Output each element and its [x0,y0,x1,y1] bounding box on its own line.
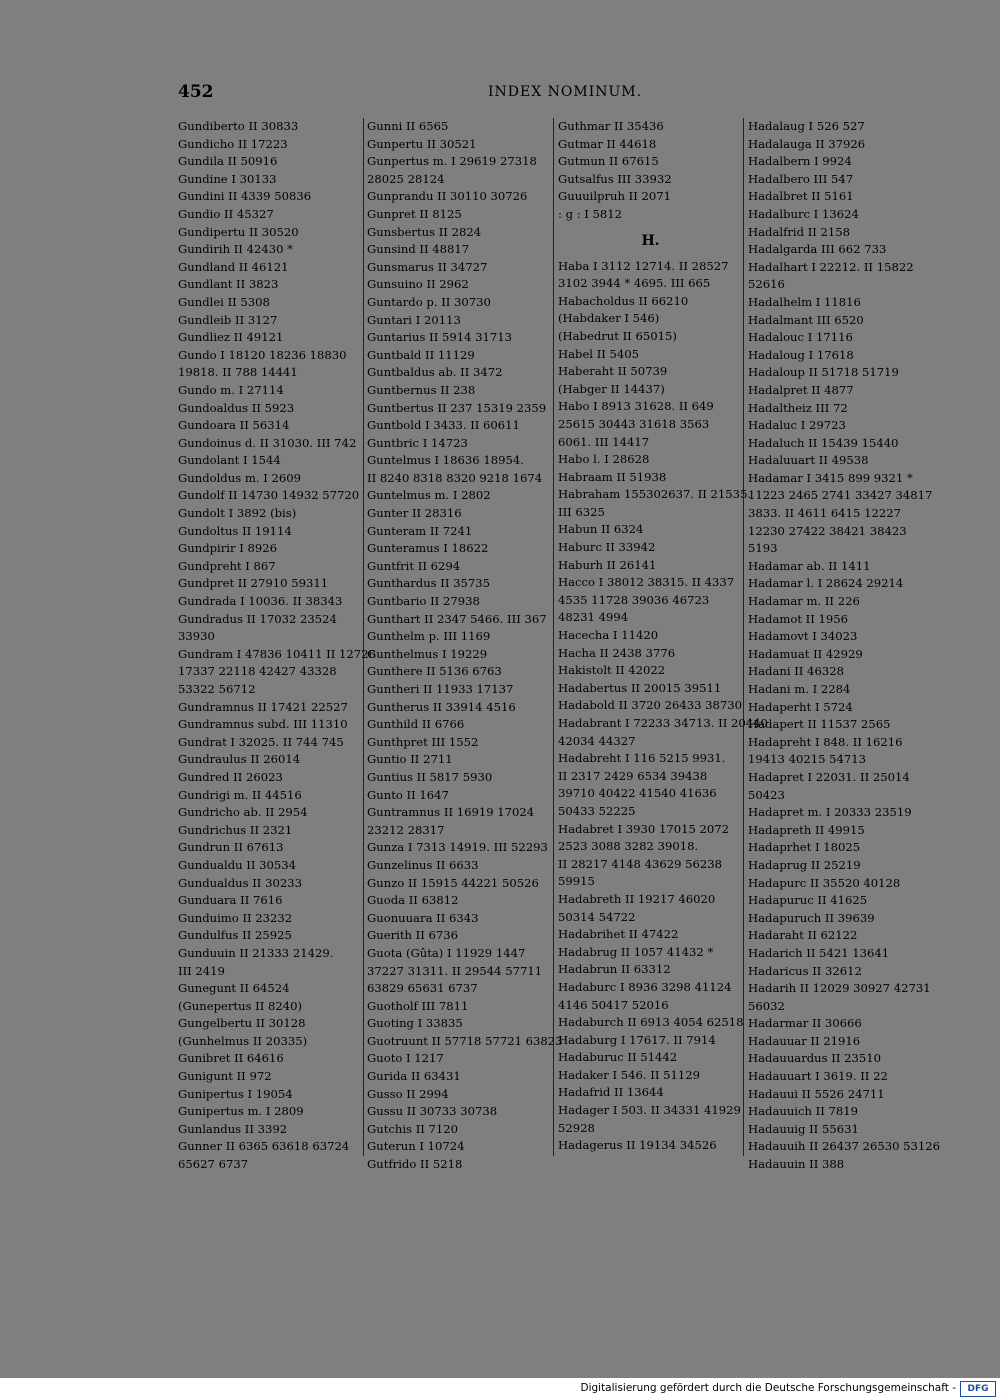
index-entry: Hadapreht I 848. II 16216 [748,734,903,749]
index-entry: Guntbario II 27938 [367,594,480,609]
index-entry: Gunduimo II 23232 [178,910,293,925]
index-entry: Guota (Gûta) I 11929 1447 [367,945,526,960]
index-entry: 37227 31311. II 29544 57711 [367,963,543,978]
index-entry: II 2317 2429 6534 39438 [558,768,708,783]
index-entry: 5193 [748,541,778,556]
index-entry: Hadalauga II 37926 [748,136,866,151]
index-entry: Hadapuruch II 39639 [748,910,875,925]
index-entry: Hadamar l. I 28624 29214 [748,576,904,591]
index-entry: Hadalfrid II 2158 [748,224,851,239]
index-entry: Gunzo II 15915 44221 50526 [367,875,539,890]
index-entry: Gundolf II 14730 14932 57720 [178,488,360,503]
index-entry: Gundpirir I 8926 [178,541,277,556]
index-entry: Gunsbertus II 2824 [367,224,482,239]
index-entry: Gundualdus II 30233 [178,875,302,890]
index-entry: Gunsind II 48817 [367,242,470,257]
index-entry: Hadamuat II 42929 [748,646,863,661]
index-entry: Gunthere II 5136 6763 [367,664,502,679]
index-entry: Gunteramus I 18622 [367,541,489,556]
index-entry: Gunto II 1647 [367,787,449,802]
index-entry: Gundlei II 5308 [178,294,270,309]
index-entry: Gundulfus II 25925 [178,928,292,943]
footer-credit: Digitalisierung gefördert durch die Deutsche Forschungsgemeinschaft - [580,1382,956,1394]
index-entry: Guntbernus II 238 [367,382,476,397]
index-entry: 52928 [558,1120,595,1135]
index-entry: Haburh II 26141 [558,557,657,572]
index-entry: Haba I 3112 12714. II 28527 [558,258,729,273]
index-entry: Gunni II 6565 [367,119,449,133]
index-entry: Hacecha I 11420 [558,628,659,643]
index-entry: Gunsuino II 2962 [367,277,469,292]
index-entry: Gutchis II 7120 [367,1121,459,1136]
index-entry: Guoto I 1217 [367,1051,444,1066]
index-entry: Gutmar II 44618 [558,136,657,151]
index-entry: Hadaprhet I 18025 [748,840,861,855]
index-entry: Gundirih II 42430 * [178,242,293,257]
index-entry: Guntramnus II 16919 17024 [367,805,535,820]
index-entry: Hadabrun II 63312 [558,962,671,977]
index-entry: Gundland II 46121 [178,259,289,274]
index-entry: Hadapurc II 35520 40128 [748,875,901,890]
index-entry: Hadamovt I 34023 [748,629,858,644]
index-entry: Hadarih II 12029 30927 42731 [748,981,931,996]
index-entry: 3833. II 4611 6415 12227 [748,506,901,521]
index-entry: Hadapreth II 49915 [748,822,865,837]
index-entry: Gunthpret III 1552 [367,734,479,749]
index-entry: Gundram I 47836 10411 II 12726 [178,646,376,661]
index-entry: Hadaloup II 51718 51719 [748,365,899,380]
index-entry: Hadagerus II 19134 34526 [558,1138,717,1153]
index-entry: Gundrichus II 2321 [178,822,293,837]
index-entry: 59915 [558,874,595,889]
index-entry: Gunpertus m. I 29619 27318 [367,154,537,169]
index-entry: Gundoltus II 19114 [178,523,292,538]
digitization-footer [0,1378,1000,1399]
index-entry: Gundo m. I 27114 [178,382,284,397]
index-entry: 52616 [748,277,785,292]
index-entry: Hadapret m. I 20333 23519 [748,805,912,820]
index-entry: Hadalaug I 526 527 [748,119,865,133]
index-entry: III 6325 [558,504,605,519]
dfg-logo: DFG [960,1381,996,1397]
index-entry: Guntbold I 3433. II 60611 [367,418,520,433]
index-entry: 39710 40422 41540 41636 [558,786,717,801]
index-entry: 4146 50417 52016 [558,997,669,1012]
index-entry: Guntius II 5817 5930 [367,769,493,784]
index-entry: Hadalbret II 5161 [748,189,854,204]
index-entry: Hadalmant III 6520 [748,312,864,327]
index-entry: Hadalbero III 547 [748,171,854,186]
index-entry: Gundoinus d. II 31030. III 742 [178,435,357,450]
index-entry: Gundine I 30133 [178,171,277,186]
index-entry: Gunthart II 2347 5466. III 367 [367,611,547,626]
index-entry: Hacha II 2438 3776 [558,645,676,660]
index-entry: Gutsalfus III 33932 [558,171,672,186]
index-entry: Gunthild II 6766 [367,717,465,732]
index-entry: Guntari I 20113 [367,312,461,327]
index-entry: 50423 [748,787,785,802]
index-column-4 [748,118,941,1174]
index-entry: Guoda II 63812 [367,893,459,908]
index-entry: Gunzelinus II 6633 [367,857,479,872]
index-entry: Hadalburc I 13624 [748,206,859,221]
index-entry: 2523 3088 3282 39018. [558,839,699,854]
index-entry: Hadarich II 5421 13641 [748,945,890,960]
index-entry: Guuuilpruh II 2071 [558,189,672,204]
index-entry: Gundini II 4339 50836 [178,189,312,204]
index-entry: Guntbertus II 237 15319 2359 [367,400,547,415]
index-entry: Gundlant II 3823 [178,277,279,292]
index-entry: Gundramnus subd. III 11310 [178,717,348,732]
index-entry: Guntarius II 5914 31713 [367,330,513,345]
index-entry: 28025 28124 [367,171,445,186]
index-entry: Hadauuardus II 23510 [748,1051,881,1066]
index-entry: 65627 6737 [178,1157,249,1172]
index-entry: Guntbaldus ab. II 3472 [367,365,503,380]
index-entry: 19818. II 788 14441 [178,365,298,380]
index-entry: Gungelbertu II 30128 [178,1016,306,1031]
index-entry: (Gunepertus II 8240) [178,998,303,1013]
index-entry: Gunpret II 8125 [367,206,462,221]
index-entry: Gunteram II 7241 [367,523,473,538]
index-entry: Gunipertus I 19054 [178,1086,293,1101]
index-entry: 12230 27422 38421 38423 [748,523,907,538]
page-number: 452 [178,82,214,102]
index-entry: Gunthardus II 35735 [367,576,491,591]
index-entry: Hadaperht I 5724 [748,699,853,714]
index-entry: Hadapret I 22031. II 25014 [748,769,910,784]
index-entry: Gundrigi m. II 44516 [178,787,302,802]
index-entry: Gunipertus m. I 2809 [178,1104,304,1119]
index-entry: Hadaluuart II 49538 [748,453,869,468]
index-entry: Gutmun II 67615 [558,154,659,169]
index-entry: Hadabold II 3720 26433 38730 [558,698,743,713]
index-entry: Gurida II 63431 [367,1069,461,1084]
index-entry: Gundleib II 3127 [178,312,278,327]
index-entry: Gundrada I 10036. II 38343 [178,594,343,609]
index-entry: Gundoaldus II 5923 [178,400,295,415]
index-entry: Habacholdus II 66210 [558,293,689,308]
index-entry: Guerith II 6736 [367,928,459,943]
index-entry: Hadalhelm I 11816 [748,294,861,309]
index-entry: Hadaloug I 17618 [748,347,854,362]
index-entry: Guntherus II 33914 4516 [367,699,516,714]
index-entry: Gunter II 28316 [367,506,462,521]
index-entry: Guotholf III 7811 [367,998,469,1013]
index-entry: (Habdaker I 546) [558,311,660,326]
index-entry: Guntheri II 11933 17137 [367,682,514,696]
index-entry: Gunthelm p. III 1169 [367,629,491,644]
index-entry: Gundolant I 1544 [178,453,281,468]
index-entry: Hadapert II 11537 2565 [748,717,891,732]
index-entry: Gusso II 2994 [367,1086,449,1101]
index-entry: Guoting I 33835 [367,1016,463,1031]
index-entry: Gundradus II 17032 23524 [178,611,337,626]
index-entry: Hadalpret II 4877 [748,382,854,397]
index-entry: Gundrun II 67613 [178,840,284,855]
index-entry: Gundicho II 17223 [178,136,288,151]
index-entry: (Gunhelmus II 20335) [178,1033,308,1048]
index-entry: Gutfrido II 5218 [367,1157,463,1172]
index-entry: Hadauui II 5526 24711 [748,1086,885,1101]
index-entry: Guntbric I 14723 [367,435,468,450]
index-entry: Gundoldus m. I 2609 [178,470,301,485]
index-entry: Gundraulus II 26014 [178,752,301,767]
index-entry: Hadauuich II 7819 [748,1104,858,1119]
index-entry: Gunza I 7313 14919. III 52293 [367,840,548,855]
index-entry: 3102 3944 * 4695. III 665 [558,276,711,291]
index-entry: Hadauuig II 55631 [748,1121,859,1136]
index-entry: 56032 [748,998,785,1013]
index-entry: : g : I 5812 [558,206,623,221]
index-entry: Gunibret II 64616 [178,1051,284,1066]
index-entry: Guntelmus m. I 2802 [367,488,491,503]
index-entry: Hadalgarda III 662 733 [748,242,887,257]
index-column-2 [367,118,563,1174]
index-entry: Gunthelmus I 19229 [367,646,488,661]
index-entry: 50314 54722 [558,909,636,924]
index-entry: (Habger II 14437) [558,381,665,396]
running-title: INDEX NOMINUM. [488,84,643,100]
index-entry: Gunigunt II 972 [178,1069,272,1084]
index-entry: Guntbald II 11129 [367,347,475,362]
index-entry: Hadager I 503. II 34331 41929 [558,1103,741,1118]
index-entry: Habraam II 51938 [558,469,667,484]
index-entry: 33930 [178,629,215,644]
index-entry: Gunegunt II 64524 [178,981,290,996]
index-entry: Guonuuara II 6343 [367,910,479,925]
index-entry: Gundricho ab. II 2954 [178,805,308,820]
index-entry: Hadabret I 3930 17015 2072 [558,821,730,836]
index-entry: Gussu II 30733 30738 [367,1104,498,1119]
index-entry: Hadaraht II 62122 [748,928,858,943]
index-entry: Hadaltheiz III 72 [748,400,848,415]
index-entry: Hadauuar II 21916 [748,1033,861,1048]
index-entry: Hadabrihet II 47422 [558,927,679,942]
index-entry: Hadarmar II 30666 [748,1016,862,1031]
index-entry: Gundoara II 56314 [178,418,290,433]
index-entry: Hadabreht I 116 5215 9931. [558,751,726,766]
index-entry: Gunsmarus II 34727 [367,259,488,274]
index-entry: Hadalbern I 9924 [748,154,852,169]
index-entry: Hakistolt II 42022 [558,663,666,678]
index-entry: Habun II 6324 [558,522,644,537]
index-entry: Gunduuin II 21333 21429. [178,945,334,960]
index-entry: 11223 2465 2741 33427 34817 [748,488,933,503]
index-entry: Gundipertu II 30520 [178,224,299,239]
index-entry: Gundo I 18120 18236 18830 [178,347,347,362]
index-entry: Gunlandus II 3392 [178,1121,288,1136]
index-entry: Gunprandu II 30110 30726 [367,189,528,204]
index-entry: Hadani II 46328 [748,664,844,679]
section-letter: H. [641,232,660,249]
index-entry: Habo I 8913 31628. II 649 [558,399,714,414]
index-entry: 50433 52225 [558,803,636,818]
index-entry: Hadaluc I 29723 [748,418,846,433]
index-entry: Gundrat I 32025. II 744 745 [178,734,344,749]
index-entry: Guntio II 2711 [367,752,453,767]
index-entry: Gundila II 50916 [178,154,278,169]
index-entry: 19413 40215 54713 [748,752,867,767]
index-entry: 63829 65631 6737 [367,981,478,996]
index-entry: Hacco I 38012 38315. II 4337 [558,575,735,590]
index-entry: Hadaburg I 17617. II 7914 [558,1032,716,1047]
index-entry: (Habedrut II 65015) [558,328,677,343]
index-entry: Gunpertu II 30521 [367,136,477,151]
index-entry: Guterun I 10724 [367,1139,465,1154]
index-entry: Haburc II 33942 [558,540,656,555]
index-entry: Gundpret II 27910 59311 [178,576,329,591]
index-entry: 17337 22118 42427 43328 [178,664,337,679]
index-entry: Hadani m. I 2284 [748,682,851,696]
index-entry: 4535 11728 39036 46723 [558,592,710,607]
index-entry: Hadalouc I 17116 [748,330,853,345]
index-entry: Gunner II 6365 63618 63724 [178,1139,350,1154]
index-entry: III 2419 [178,963,225,978]
index-entry: Hadabrant I 72233 34713. II 20440 [558,716,768,730]
index-entry: 23212 28317 [367,822,445,837]
index-entry: Habo l. I 28628 [558,452,650,467]
index-entry: Hadaprug II 25219 [748,857,861,872]
index-entry: Guntelmus I 18636 18954. [367,453,524,468]
index-entry: Hadapuruc II 41625 [748,893,868,908]
index-columns [178,118,941,1172]
page-header [0,82,1000,106]
index-entry: Hadamar m. II 226 [748,594,860,609]
index-entry: Hadauuart I 3619. II 22 [748,1069,888,1084]
index-entry: Hadaburch II 6913 4054 62518 [558,1015,744,1030]
index-entry: Hadauuih II 26437 26530 53126 [748,1139,941,1154]
index-entry: Gundramnus II 17421 22527 [178,699,348,714]
index-entry: Hadabreth II 19217 46020 [558,891,716,906]
index-entry: Hadamot II 1956 [748,611,849,626]
index-entry: Gundolt I 3892 (bis) [178,506,297,521]
index-entry: Habel II 5405 [558,346,640,361]
index-entry: Haberaht II 50739 [558,364,668,379]
index-entry: Gundio II 45327 [178,206,274,221]
index-entry: Hadalhart I 22212. II 15822 [748,259,914,274]
index-entry: 53322 56712 [178,682,256,696]
index-entry: Hadauuin II 388 [748,1157,845,1172]
index-entry: Hadabertus II 20015 39511 [558,680,722,695]
index-entry: Hadamar I 3415 899 9321 * [748,470,913,485]
index-entry: Gundred II 26023 [178,769,283,784]
index-entry: Hadabrug II 1057 41432 * [558,944,714,959]
index-entry: Guthmar II 35436 [558,119,664,133]
index-entry: Hadamar ab. II 1411 [748,558,871,573]
index-entry: Gundiberto II 30833 [178,119,299,133]
index-entry: Hadaker I 546. II 51129 [558,1067,700,1082]
index-entry: 25615 30443 31618 3563 [558,416,710,431]
index-entry: Hadaburc I 8936 3298 41124 [558,979,732,994]
index-entry: Hadafrid II 13644 [558,1085,664,1100]
index-entry: Gundliez II 49121 [178,330,284,345]
index-entry: Gundpreht I 867 [178,558,276,573]
index-entry: Hadaluch II 15439 15440 [748,435,899,450]
index-entry: Gundualdu II 30534 [178,857,297,872]
index-entry: Gunduara II 7616 [178,893,283,908]
index-entry: Hadaburuc II 51442 [558,1050,678,1065]
index-entry: Guotruunt II 57718 57721 63823 [367,1033,563,1048]
index-entry: Habraham 155302637. II 21535. [558,487,752,502]
index-entry: Hadaricus II 32612 [748,963,862,978]
index-entry: 48231 4994 [558,610,629,625]
index-entry: 42034 44327 [558,733,636,748]
index-entry: II 28217 4148 43629 56238 [558,856,723,871]
index-entry: 6061. III 14417 [558,434,650,449]
index-entry: Guntfrit II 6294 [367,558,461,573]
index-column-1 [178,118,376,1174]
index-entry: Guntardo p. II 30730 [367,294,491,309]
index-entry: II 8240 8318 8320 9218 1674 [367,470,543,485]
